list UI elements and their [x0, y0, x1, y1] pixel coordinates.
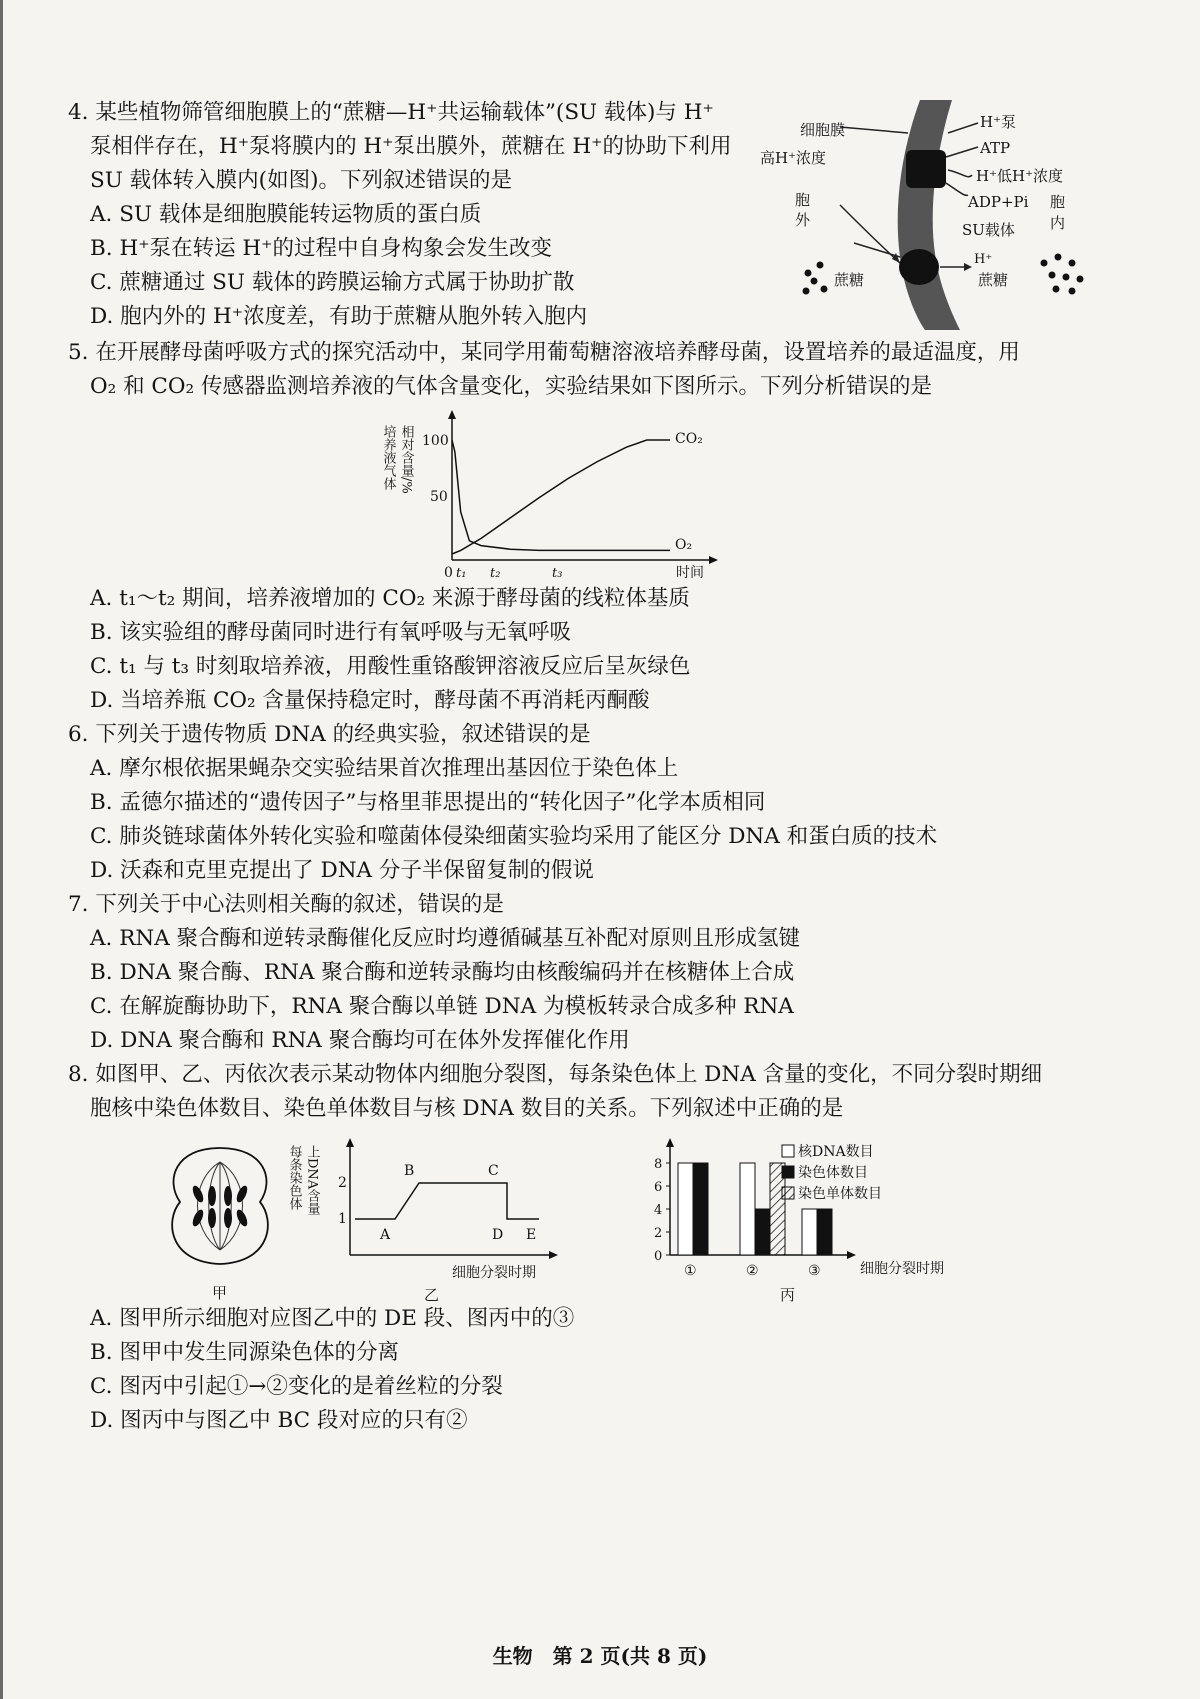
point-label-e: E: [526, 1227, 537, 1243]
fig-yi-label: 乙: [424, 1286, 440, 1304]
label-h-pump: H⁺泵: [980, 113, 1016, 131]
bar-2-series-2: [755, 1209, 770, 1255]
label-adp: ADP+Pi: [968, 193, 1029, 211]
category-labels: [684, 1263, 821, 1279]
page-footer: 生物 第 2 页(共 8 页): [492, 1644, 708, 1668]
x-axis-label: 细胞分裂时期: [860, 1261, 944, 1277]
o2-series-label: O₂: [675, 537, 693, 553]
q4-option-d: D. 胞内外的 H⁺浓度差，有助于蔗糖从胞外转入胞内: [90, 304, 588, 329]
q8-stem-line-1: 8. 如图甲、乙、丙依次表示某动物体内细胞分裂图，每条染色体上 DNA 含量的变化，不同分裂时期细: [68, 1062, 1043, 1087]
q8-option-a: A. 图甲所示细胞对应图乙中的 DE 段、图丙中的③: [90, 1306, 575, 1331]
label-inside-2: 内: [1050, 214, 1066, 232]
q6-option-c: C. 肺炎链球菌体外转化实验和噬菌体侵染细菌实验均采用了能区分 DNA 和蛋白质的技术: [90, 824, 938, 849]
q8-option-d: D. 图丙中与图乙中 BC 段对应的只有②: [90, 1408, 468, 1433]
label-sucrose-in: 蔗糖: [978, 271, 1009, 289]
point-label-a: A: [380, 1227, 391, 1243]
q5-gas-chart-svg: [380, 405, 740, 581]
point-label-b: B: [404, 1163, 415, 1179]
label-inside-1: 胞: [1050, 193, 1066, 211]
category-label-3: ③: [808, 1263, 821, 1279]
x-axis-label: 细胞分裂时期: [452, 1265, 536, 1281]
bar-3-series-2: [817, 1209, 832, 1255]
x-axis-label: 时间: [676, 565, 704, 581]
bar-2-series-1: [740, 1163, 755, 1255]
y-tick-6: 6: [654, 1180, 663, 1195]
y-tick-8: 8: [654, 1157, 663, 1172]
q5-option-d: D. 当培养瓶 CO₂ 含量保持稳定时，酵母菌不再消耗丙酮酸: [90, 688, 650, 713]
point-label-d: D: [492, 1227, 504, 1243]
q8-option-b: B. 图甲中发生同源染色体的分离: [90, 1340, 399, 1365]
q6-option-a: A. 摩尔根依据果蝇杂交实验结果首次推理出基因位于染色体上: [90, 756, 679, 781]
spindle-fibers: [198, 1162, 243, 1250]
y-tick-50: 50: [430, 489, 448, 505]
q5-option-c: C. t₁ 与 t₃ 时刻取培养液，用酸性重铬酸钾溶液反应后呈灰绿色: [90, 654, 691, 679]
q7-stem: 7. 下列关于中心法则相关酶的叙述，错误的是: [68, 892, 504, 917]
co2-series-label: CO₂: [675, 431, 703, 447]
q8-fig-yi: [286, 1135, 590, 1305]
q8-fig-jia: [160, 1140, 280, 1310]
x-tick-0: 0: [444, 565, 453, 581]
q8-stem-line-2: 胞核中染色体数目、染色单体数目与核 DNA 数目的关系。下列叙述中正确的是: [90, 1096, 844, 1121]
q7-option-c: C. 在解旋酶协助下，RNA 聚合酶以单链 DNA 为模板转录合成多种 RNA: [90, 994, 794, 1019]
q4-stem-line-2: 泵相伴存在，H⁺泵将膜内的 H⁺泵出膜外，蔗糖在 H⁺的协助下利用: [90, 134, 732, 159]
category-label-1: ①: [684, 1263, 697, 1279]
label-low-h: H⁺低H⁺浓度: [976, 167, 1063, 185]
scan-edge: [0, 0, 3, 1699]
q4-stem-line-3: SU 载体转入膜内(如图)。下列叙述错误的是: [90, 168, 512, 193]
q6-option-b: B. 孟德尔描述的“遗传因子”与格里菲思提出的“转化因子”化学本质相同: [90, 790, 766, 815]
y-ticks: [654, 1157, 670, 1264]
label-cell-membrane: 细胞膜: [800, 121, 846, 139]
label-sucrose-out: 蔗糖: [834, 271, 865, 289]
y-tick-1: 1: [338, 1211, 347, 1227]
q5-stem-line-1: 5. 在开展酵母菌呼吸方式的探究活动中，某同学用葡萄糖溶液培养酵母菌，设置培养的最适温度，用: [68, 340, 1020, 365]
q5-gas-chart: [380, 405, 740, 581]
membrane-band: [898, 100, 960, 330]
q5-option-b: B. 该实验组的酵母菌同时进行有氧呼吸与无氧呼吸: [90, 620, 571, 645]
bar-1-series-2: [693, 1163, 708, 1255]
q7-option-a: A. RNA 聚合酶和逆转录酶催化反应时均遵循碱基互补配对原则且形成氢键: [90, 926, 801, 951]
o2-line: [452, 440, 670, 550]
legend-label-dna: 核DNA数目: [798, 1144, 874, 1160]
q4-option-a: A. SU 载体是细胞膜能转运物质的蛋白质: [90, 202, 482, 227]
legend-label-chromatid: 染色单体数目: [798, 1186, 882, 1202]
q8-fig-bing: [640, 1135, 1020, 1305]
x-tick-t1: t₁: [456, 566, 467, 581]
x-tick-t2: t₂: [490, 566, 501, 581]
q4-membrane-figure: [760, 95, 1100, 335]
category-label-2: ②: [746, 1263, 759, 1279]
y-label-2: 相对含量/%: [398, 425, 414, 494]
dna-per-chromosome-line: [355, 1183, 539, 1219]
legend-swatch-chromosome: [782, 1166, 794, 1178]
y-tick-100: 100: [422, 433, 449, 449]
bar-3-series-1: [802, 1209, 817, 1255]
y-label-1: 每条染色体: [286, 1145, 302, 1210]
legend-label-chromosome: 染色体数目: [798, 1165, 868, 1181]
fig-jia-label: 甲: [212, 1284, 228, 1302]
y-label-2: 上DNA含量: [304, 1145, 320, 1216]
q8-option-c: C. 图丙中引起①→②变化的是着丝粒的分裂: [90, 1374, 503, 1399]
label-high-h: 高H⁺浓度: [760, 149, 826, 167]
su-carrier-protein: [899, 249, 939, 285]
q4-option-b: B. H⁺泵在转运 H⁺的过程中自身构象会发生改变: [90, 236, 552, 261]
legend: [782, 1143, 882, 1202]
label-atp: ATP: [980, 139, 1011, 157]
y-tick-2: 2: [654, 1226, 663, 1241]
fig-bing-label: 丙: [780, 1286, 796, 1304]
x-tick-t3: t₃: [552, 566, 563, 581]
q5-option-a: A. t₁～t₂ 期间，培养液增加的 CO₂ 来源于酵母菌的线粒体基质: [90, 586, 690, 611]
label-outside-2: 外: [795, 211, 811, 229]
y-label-1: 培养液气体: [380, 425, 396, 490]
q4-stem-line-1: 4. 某些植物筛管细胞膜上的“蔗糖—H⁺共运输载体”(SU 载体)与 H⁺: [68, 100, 714, 125]
label-su-carrier: SU载体: [962, 221, 1015, 239]
point-label-c: C: [488, 1163, 499, 1179]
y-tick-2: 2: [338, 1175, 347, 1191]
q7-option-b: B. DNA 聚合酶、RNA 聚合酶和逆转录酶均由核酸编码并在核糖体上合成: [90, 960, 795, 985]
co2-line: [452, 440, 670, 554]
sucrose-dots-outside: [803, 262, 828, 295]
y-tick-4: 4: [654, 1203, 663, 1218]
q6-stem: 6. 下列关于遗传物质 DNA 的经典实验，叙述错误的是: [68, 722, 591, 747]
label-outside-1: 胞: [795, 191, 811, 209]
sucrose-dots-inside: [1041, 254, 1084, 295]
bar-1-series-1: [678, 1163, 693, 1255]
legend-swatch-dna: [782, 1145, 794, 1157]
legend-swatch-chromatid: [782, 1187, 794, 1199]
h-pump-protein: [906, 150, 946, 188]
q4-option-c: C. 蔗糖通过 SU 载体的跨膜运输方式属于协助扩散: [90, 270, 575, 295]
q6-option-d: D. 沃森和克里克提出了 DNA 分子半保留复制的假说: [90, 858, 594, 883]
q7-option-d: D. DNA 聚合酶和 RNA 聚合酶均可在体外发挥催化作用: [90, 1028, 630, 1053]
label-h-plus: H⁺: [974, 252, 993, 267]
q5-stem-line-2: O₂ 和 CO₂ 传感器监测培养液的气体含量变化，实验结果如下图所示。下列分析错误的是: [90, 374, 932, 399]
y-tick-0: 0: [654, 1249, 663, 1264]
